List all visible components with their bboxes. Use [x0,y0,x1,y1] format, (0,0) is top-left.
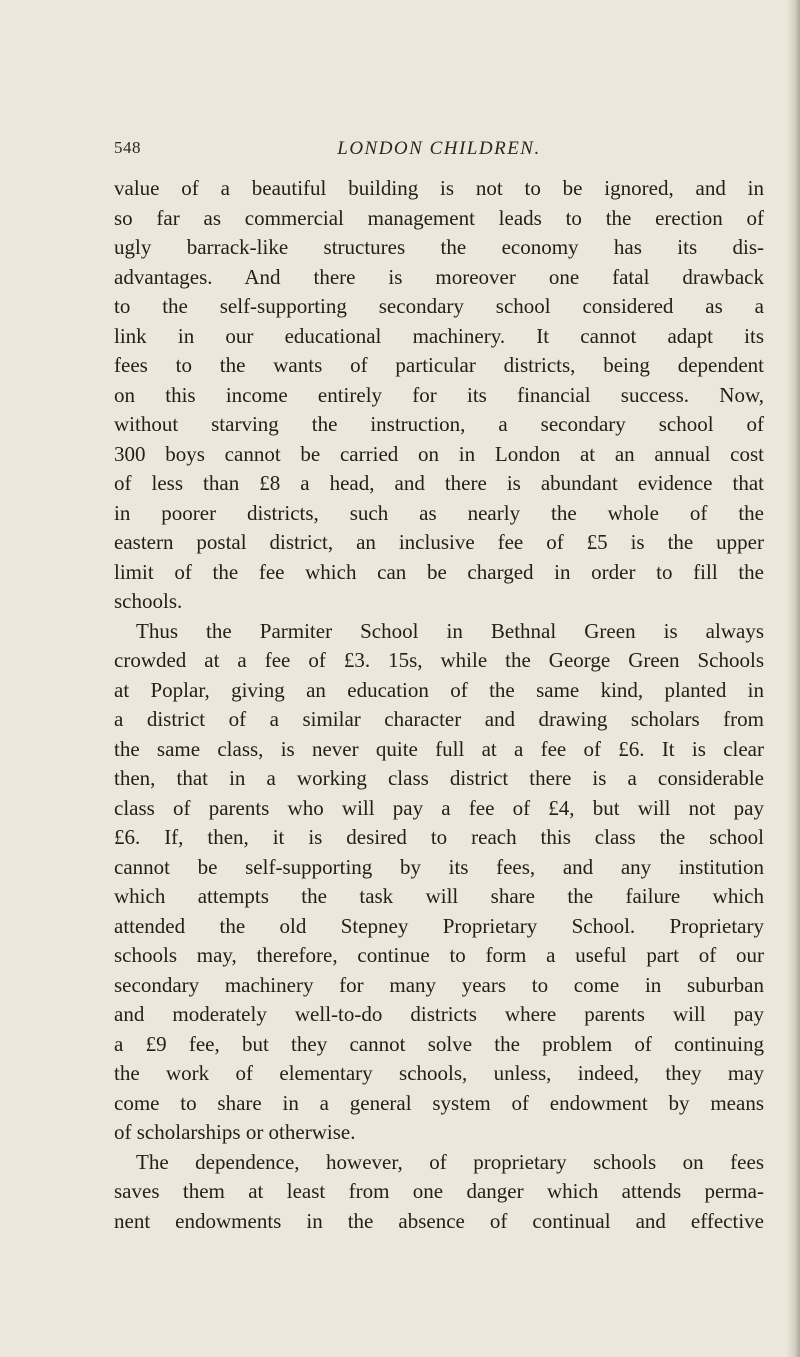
text-line: attended the old Stepney Proprietary School. Proprietary [114,913,764,938]
text-line: the same class, is never quite full at a fee of £6. It is clear [114,736,764,761]
text-line: a district of a similar character and drawing scholars from [114,707,764,731]
text-line: to the self-supporting secondary school considered as a [114,294,764,318]
text-line: Thus the Parmiter School in Bethnal Green is always [136,618,764,643]
text-line: saves them at least from one danger which attends perma- [114,1179,764,1203]
text-line: limit of the fee which can be charged in order to fill the [114,559,764,584]
text-line: class of parents who will pay a fee of £4, but will not pay [114,795,764,820]
text-line: ugly barrack-like structures the economy has its dis- [114,235,764,259]
text-line: advantages. And there is moreover one fatal drawback [114,264,764,289]
text-line: on this income entirely for its financial success. Now, [114,382,764,407]
text-line: of less than £8 a head, and there is abundant evidence that [114,471,764,495]
text-line: value of a beautiful building is not to be ignored, and in [114,176,764,200]
text-line: crowded at a fee of £3. 15s, while the George Green Schools [114,648,764,672]
text-line: 300 boys cannot be carried on in London at an annual cost [114,441,764,466]
text-line: so far as commercial management leads to the erection of [114,205,764,230]
text-line: The dependence, however, of proprietary schools on fees [136,1149,764,1174]
text-line: schools may, therefore, continue to form a useful part of our [114,943,764,967]
text-line: nent endowments in the absence of continual and effective [114,1208,764,1233]
text-line: fees to the wants of particular districts, being dependent [114,353,764,377]
text-line: cannot be self-supporting by its fees, and any institution [114,854,764,879]
text-line: schools. [114,589,183,613]
text-line: a £9 fee, but they cannot solve the problem of continuing [114,1031,764,1056]
text-line: and moderately well-to-do districts where parents will pay [114,1002,764,1026]
text-line: come to share in a general system of endowment by means [114,1090,764,1115]
text-line: eastern postal district, an inclusive fee of £5 is the upper [114,530,764,554]
text-line: of scholarships or otherwise. [114,1120,356,1144]
page-header [114,138,764,168]
text-line: secondary machinery for many years to come in suburban [114,972,764,997]
running-title: LONDON CHILDREN. [337,138,541,159]
text-line: which attempts the task will share the failure which [114,884,764,908]
body-text [114,174,764,1236]
text-line: in poorer districts, such as nearly the whole of the [114,500,764,525]
text-line: then, that in a working class district there is a considerable [114,766,764,790]
text-line: at Poplar, giving an education of the same kind, planted in [114,677,764,702]
text-line: link in our educational machinery. It cannot adapt its [114,323,764,348]
page-edge-shadow [786,0,800,1357]
text-line: without starving the instruction, a secondary school of [114,412,764,436]
text-line: the work of elementary schools, unless, indeed, they may [114,1061,764,1085]
text-line: £6. If, then, it is desired to reach this class the school [114,825,764,849]
page-number: 548 [114,138,141,157]
